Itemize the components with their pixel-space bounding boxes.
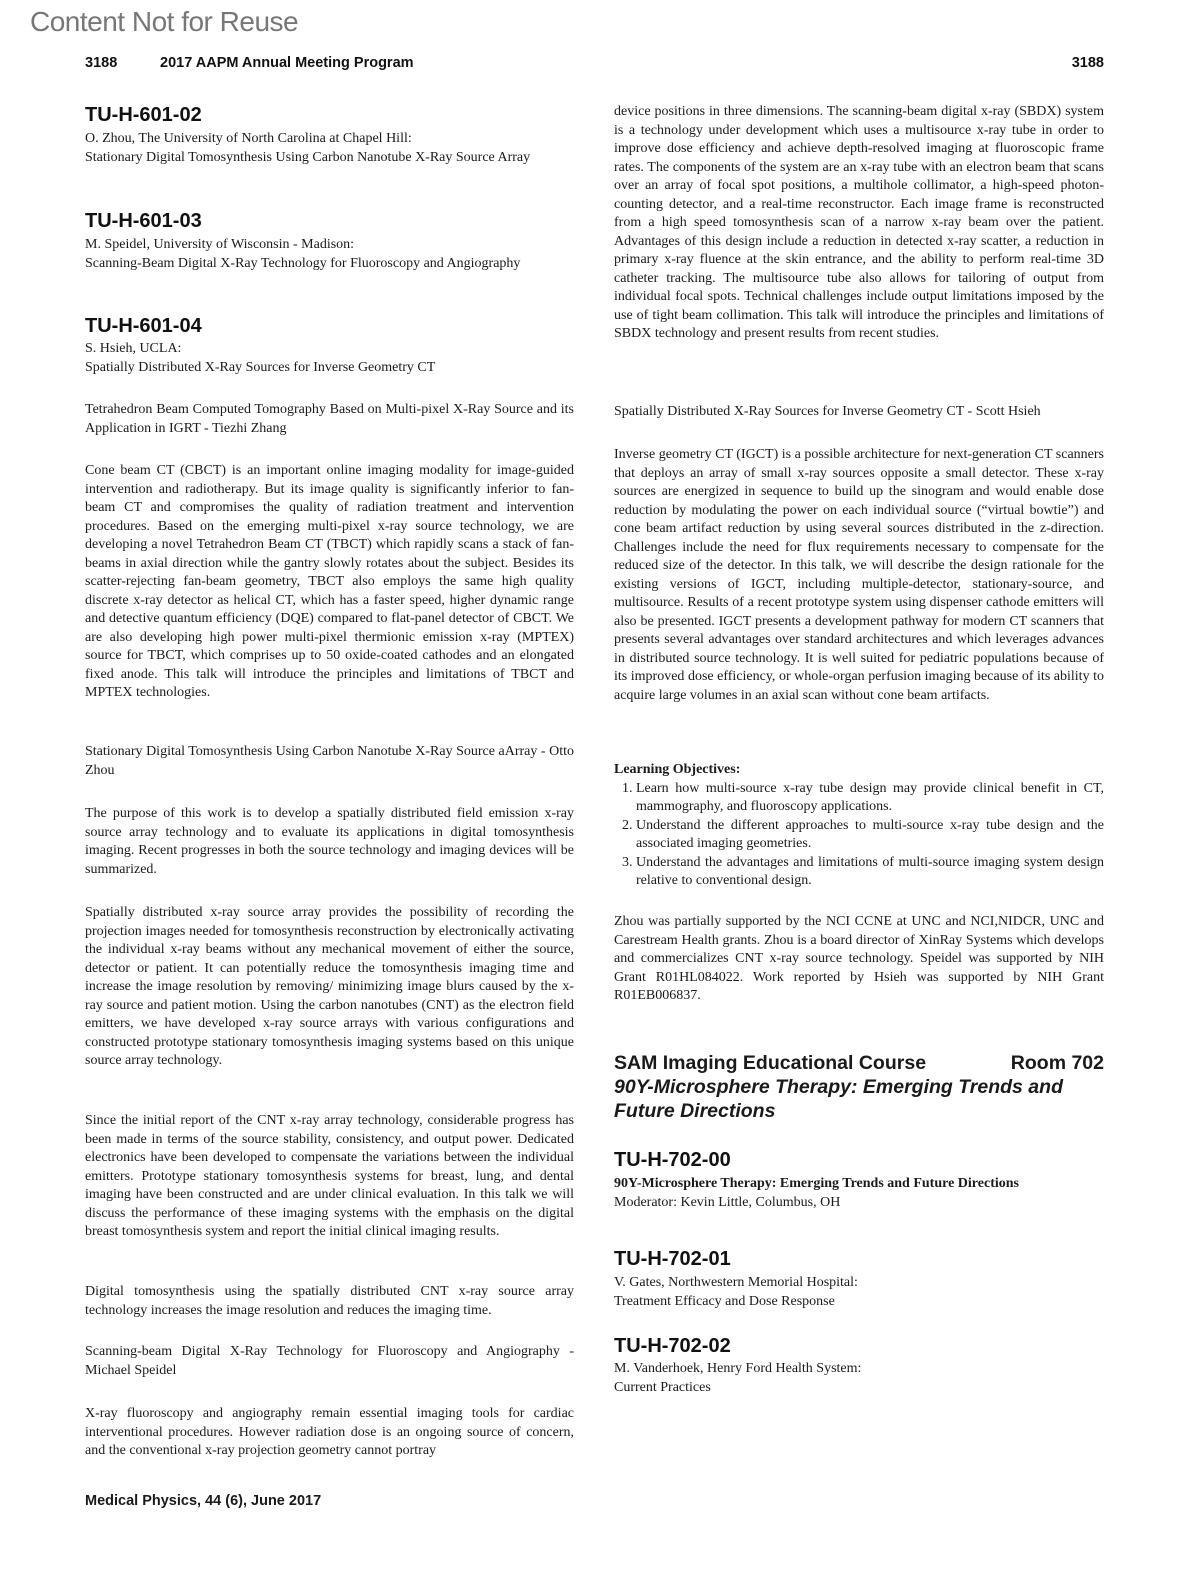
abstract-paragraph: Spatially distributed x-ray source array provides the possibility of recording the projection images needed for tomosynthesis reconstruction by electronically activating the individual x-ray beams without any mechanical movement of either the source, detector or patient. It can potentially reduce the tomosynthesis imaging time and increase the image resolution by removing/ minimizing image blurs caused by the x-ray source and patient motion. Using the carbon nanotubes (CNT) as the electron field emitters, we have developed x-ray source arrays with various configurations and constructed prototype stationary tomosynthesis imaging systems based on this unique source array technology. <box>85 905 574 1068</box>
session-code: TU-H-601-03 <box>85 210 202 232</box>
abstract-title: Tetrahedron Beam Computed Tomography Based on Multi-pixel X-Ray Source and its Application in IGRT - Tiezhi Zhang <box>85 402 574 436</box>
journal-footer: Medical Physics, 44 (6), June 2017 <box>85 1493 322 1509</box>
watermark: Content Not for Reuse <box>30 6 299 37</box>
learning-objectives <box>614 761 1104 891</box>
session-code: TU-H-702-01 <box>614 1248 731 1270</box>
author: S. Hsieh, UCLA: <box>85 341 182 356</box>
abstract-paragraph: The purpose of this work is to develop a spatially distributed field emission x-ray source array technology and to evaluate its applications in digital tomosynthesis imaging. Recent progresses in both the source technology and imaging devices will be summarized. <box>85 806 574 877</box>
abstract-paragraph: Digital tomosynthesis using the spatially distributed CNT x-ray source array technology increases the image resolution and reduces the imaging time. <box>85 1284 574 1318</box>
session-code: TU-H-702-00 <box>614 1149 731 1171</box>
session-entry <box>614 1274 1104 1311</box>
objectives-list <box>614 780 1104 891</box>
session-entry <box>614 1175 1104 1212</box>
abstract-title: Spatially Distributed X-Ray Sources for Inverse Geometry CT - Scott Hsieh <box>614 404 1041 419</box>
abstract-title: Stationary Digital Tomosynthesis Using Carbon Nanotube X-Ray Source aArray - Otto Zhou <box>85 744 574 778</box>
acknowledgement-paragraph: Zhou was partially supported by the NCI CCNE at UNC and NCI,NIDCR, UNC and Carestream Health grants. Zhou is a board director of XinRay Systems which develops and commercializes CNT x-ray source technology. Speidel was supported by NIH Grant R01HL084022. Work reported by Hsieh was supported by NIH Grant R01EB006837. <box>614 914 1104 1003</box>
page-number-right: 3188 <box>1071 55 1104 71</box>
objectives-heading: Learning Objectives: <box>614 762 741 777</box>
running-title: 2017 AAPM Annual Meeting Program <box>160 55 414 71</box>
author: V. Gates, Northwestern Memorial Hospital: <box>614 1275 858 1290</box>
course-header <box>614 1051 1104 1123</box>
session-code: TU-H-601-04 <box>85 315 202 337</box>
talk-title: Scanning-Beam Digital X-Ray Technology for Fluoroscopy and Angiography <box>85 255 521 271</box>
talk-title: Current Practices <box>614 1379 711 1395</box>
abstract-paragraph: X-ray fluoroscopy and angiography remain essential imaging tools for cardiac interventional procedures. However radiation dose is an ongoing source of concern, and the conventional x-ray projection geometry cannot portray <box>85 1406 574 1458</box>
talk-title: Stationary Digital Tomosynthesis Using Carbon Nanotube X-Ray Source Array <box>85 149 531 165</box>
talk-title: Spatially Distributed X-Ray Sources for Inverse Geometry CT <box>85 359 436 375</box>
author: M. Vanderhoek, Henry Ford Health System: <box>614 1361 862 1376</box>
course-name: SAM Imaging Educational Course <box>614 1052 927 1074</box>
talk-title: Treatment Efficacy and Dose Response <box>614 1293 835 1309</box>
author: O. Zhou, The University of North Carolina at Chapel Hill: <box>85 131 412 146</box>
talk-title: 90Y-Microsphere Therapy: Emerging Trends and Future Directions <box>614 1176 1019 1191</box>
course-room: Room 702 <box>1010 1052 1104 1074</box>
objective-item: 1. Learn how multi-source x-ray tube design may provide clinical benefit in CT, mammography, and fluoroscopy applications. <box>636 780 1104 817</box>
session-entry <box>85 130 574 167</box>
objective-item: 2. Understand the different approaches to multi-source x-ray tube design and the associated imaging geometries. <box>636 817 1104 854</box>
abstract-paragraph: Since the initial report of the CNT x-ray array technology, considerable progress has been made in terms of the source stability, consistency, and output power. Dedicated electronics have been developed to compensate the variations between the individual emitters. Prototype stationary tomosynthesis systems for breast, lung, and dental imaging have been constructed and are under clinical evaluation. In this talk we will discuss the performance of these imaging systems with the emphasis on the digital breast tomosynthesis system and report the initial clinical imaging results. <box>85 1113 574 1239</box>
abstract-paragraph: device positions in three dimensions. The scanning-beam digital x-ray (SBDX) system is a technology under development which uses a multisource x-ray tube in order to improve dose efficiency and achieve depth-resolved imaging at fluoroscopic frame rates. The components of the system are an x-ray tube with an electron beam that scans over an array of focal spot positions, a multihole collimator, a high-speed photon-counting detector, and a real-time reconstructor. Each image frame is reconstructed from a high speed tomosynthesis scan of a narrow x-ray beam over the patient. Advantages of this design include a reduction in detected x-ray scatter, a reduction in primary x-ray fluence at the skin entrance, and the ability to perform real-time 3D catheter tracking. The multisource tube also allows for tailoring of output from individual focal spots. Technical challenges include output limitations imposed by the use of tight beam collimation. This talk will introduce the principles and limitations of SBDX technology and present results from recent studies. <box>614 104 1104 341</box>
author: M. Speidel, University of Wisconsin - Madison: <box>85 237 355 252</box>
session-entry <box>85 340 574 377</box>
session-code: TU-H-702-02 <box>614 1335 731 1357</box>
moderator: Moderator: Kevin Little, Columbus, OH <box>614 1194 841 1210</box>
session-entry <box>614 1360 1104 1397</box>
course-title: 90Y-Microsphere Therapy: Emerging Trends and Future Directions <box>614 1076 1063 1122</box>
objective-item: 3. Understand the advantages and limitations of multi-source imaging system design relative to conventional design. <box>636 854 1104 891</box>
abstract-title: Scanning-beam Digital X-Ray Technology for Fluoroscopy and Angiography - Michael Speidel <box>85 1344 574 1378</box>
abstract-paragraph: Inverse geometry CT (IGCT) is a possible architecture for next-generation CT scanners that deploys an array of small x-ray sources opposite a small detector. These x-ray sources are energized in sequence to build up the sinogram and would enable dose reduction by modulating the power on each individual source (“virtual bowtie”) and cone beam artifact reduction by using several sources distributed in the z-direction. Challenges include the need for flux requirements necessary to compensate for the reduced size of the detector. In this talk, we will describe the design rationale for the existing versions of IGCT, including multiple-detector, stationary-source, and multisource. Results of a recent prototype system using dispenser cathode emitters will also be presented. IGCT presents a development pathway for modern CT scanners that presents several advantages over standard architectures and which leverages advances in distributed source technology. It is well suited for pediatric populations because of its improved dose efficiency, or whole-organ perfusion imaging because of its ability to acquire large volumes in an axial scan without cone beam artifacts. <box>614 447 1104 703</box>
abstract-paragraph: Cone beam CT (CBCT) is an important online imaging modality for image-guided intervention and radiotherapy. But its image quality is significantly inferior to fan-beam CT and compromises the quality of radiation treatment and intervention procedures. Based on the emerging multi-pixel x-ray source technology, we are developing a novel Tetrahedron Beam CT (TBCT) which rapidly scans a stack of fan-beams in axial direction while the gantry slowly rotates about the subject. Besides its scatter-rejecting fan-beam geometry, TBCT also employs the same high quality discrete x-ray detector as helical CT, which has a faster speed, higher dynamic range and detective quantum efficiency (DQE) compared to flat-panel detector of CBCT. We are also developing high power multi-pixel thermionic emission x-ray (MPTEX) source for TBCT, which comprises up to 50 oxide-coated cathodes and an elongated fixed anode. This talk will introduce the principles and limitations of TBCT and MPTEX technologies. <box>85 463 574 700</box>
page-number-left: 3188 <box>85 55 118 71</box>
session-code: TU-H-601-02 <box>85 104 202 126</box>
session-entry <box>85 236 574 273</box>
